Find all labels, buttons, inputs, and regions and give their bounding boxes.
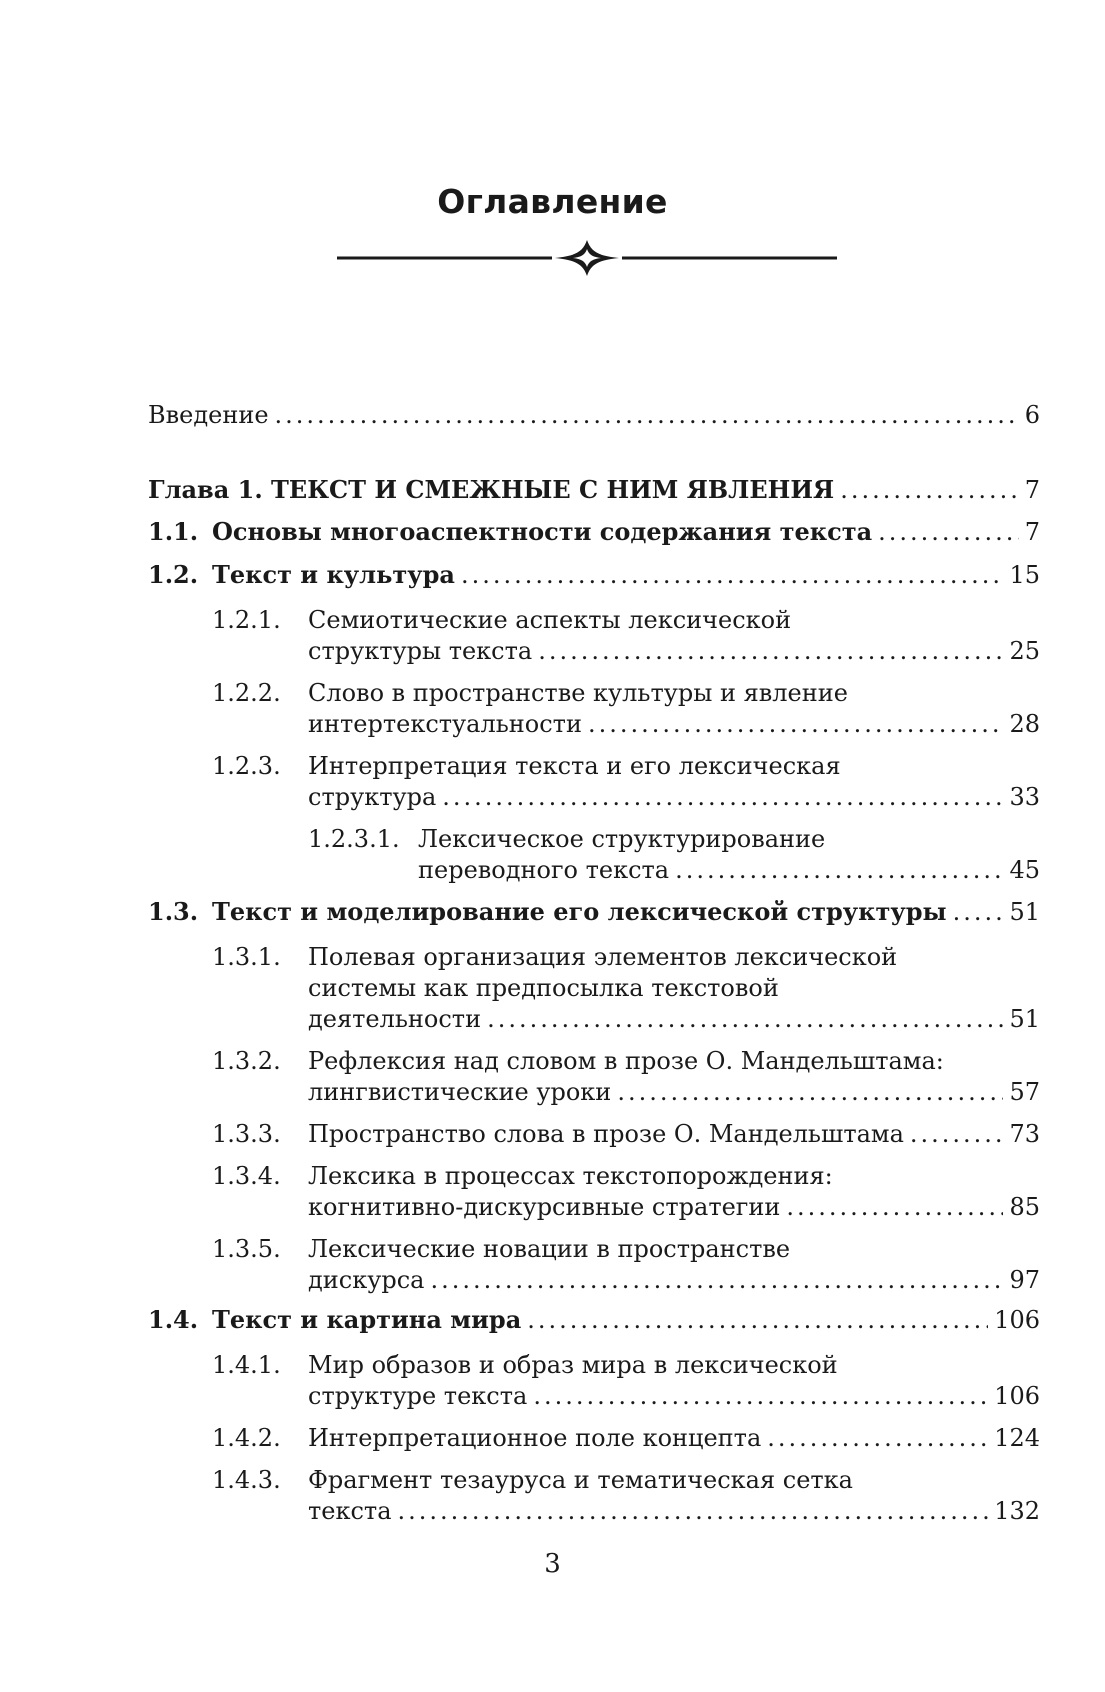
toc-page-number: 106	[994, 1306, 1040, 1334]
toc-page-number: 51	[1009, 1005, 1040, 1033]
dot-leader	[533, 1381, 988, 1411]
toc-section-number: 1.3.4.	[212, 1162, 281, 1190]
toc-section-number: 1.1.	[148, 517, 199, 546]
toc-section-number: 1.4.2.	[212, 1424, 281, 1452]
dot-leader	[538, 636, 1003, 666]
toc-entry-1-2-3-1-cont[interactable]	[418, 855, 1040, 885]
toc-section-number: 1.2.3.	[212, 752, 281, 780]
dot-leader	[878, 517, 1019, 547]
toc-entry-1-2-3-1[interactable]	[308, 824, 825, 854]
toc-entry-title-line: Полевая организация элементов лексической	[308, 943, 898, 971]
toc-entry-1-3-1-cont1[interactable]	[308, 973, 779, 1003]
dot-leader	[442, 782, 1003, 812]
toc-entry-1-2-3[interactable]	[212, 751, 841, 781]
toc-entry-title-line: когнитивно-дискурсивные стратегии	[308, 1193, 781, 1221]
toc-entry-1-4-1-cont[interactable]	[308, 1381, 1040, 1411]
toc-entry-title-line: переводного текста	[418, 856, 670, 884]
dot-leader	[275, 400, 1019, 430]
page-number: 3	[544, 1549, 561, 1579]
toc-section-number: 1.2.3.1.	[308, 825, 400, 853]
dot-leader	[487, 1004, 1003, 1034]
toc-entry-1-4-1[interactable]	[212, 1350, 838, 1380]
toc-entry-title: Введение	[148, 401, 269, 429]
toc-entry-1-3-4-cont[interactable]	[308, 1192, 1040, 1222]
dot-leader	[461, 560, 1004, 590]
dot-leader	[675, 855, 1003, 885]
toc-entry-title: Пространство слова в прозе О. Мандельштама	[308, 1120, 904, 1148]
toc-entry-title-line: Лексика в процессах текстопорождения:	[308, 1162, 833, 1190]
toc-page-number: 28	[1009, 710, 1040, 738]
toc-entry-1-3-4[interactable]	[212, 1161, 833, 1191]
toc-entry-1-3-3[interactable]	[212, 1119, 1040, 1149]
toc-entry-title-line: Рефлексия над словом в прозе О. Мандельштама:	[308, 1047, 944, 1075]
dot-leader	[953, 897, 1004, 927]
toc-page-number: 124	[994, 1424, 1040, 1452]
dot-leader	[527, 1305, 988, 1335]
toc-page-number: 25	[1009, 637, 1040, 665]
toc-section-number: 1.3.1.	[212, 943, 281, 971]
toc-entry-title: Текст и культура	[212, 560, 455, 589]
toc-entry-1-2-2[interactable]	[212, 678, 848, 708]
toc-entry-title-line: Интерпретация текста и его лексическая	[308, 752, 841, 780]
dot-leader	[786, 1192, 1003, 1222]
toc-entry-title-line: Семиотические аспекты лексической	[308, 606, 792, 634]
toc-entry-title: Глава 1. ТЕКСТ И СМЕЖНЫЕ С НИМ ЯВЛЕНИЯ	[148, 475, 835, 504]
toc-entry-1-3-1[interactable]	[212, 942, 897, 972]
toc-section-number: 1.3.3.	[212, 1120, 281, 1148]
dot-leader	[767, 1423, 988, 1453]
toc-page-number: 6	[1024, 401, 1040, 429]
toc-entry-1-3-5-cont[interactable]	[308, 1265, 1040, 1295]
toc-entry-1-3-5[interactable]	[212, 1234, 790, 1264]
toc-entry-1-3-2-cont[interactable]	[308, 1077, 1040, 1107]
toc-section-number: 1.2.	[148, 560, 199, 589]
toc-entry-title-line: структуры текста	[308, 637, 533, 665]
toc-entry-chapter-1[interactable]	[148, 475, 1040, 505]
toc-page-number: 106	[994, 1382, 1040, 1410]
toc-section-number: 1.3.5.	[212, 1235, 281, 1263]
toc-entry-title-line: интертекстуальности	[308, 710, 582, 738]
toc-page-number: 7	[1024, 476, 1040, 504]
toc-page-number: 7	[1024, 518, 1040, 546]
toc-entry-title-line: Фрагмент тезауруса и тематическая сетка	[308, 1466, 853, 1494]
page-title: Оглавление	[437, 182, 668, 221]
toc-section-number: 1.4.1.	[212, 1351, 281, 1379]
toc-entry-1-2-1-cont[interactable]	[308, 636, 1040, 666]
toc-page-number: 85	[1009, 1193, 1040, 1221]
toc-page-number: 97	[1009, 1266, 1040, 1294]
toc-entry-title-line: дискурса	[308, 1266, 425, 1294]
toc-entry-title-line: структуре текста	[308, 1382, 528, 1410]
toc-page-number: 45	[1009, 856, 1040, 884]
toc-entry-1-4-2[interactable]	[212, 1423, 1040, 1453]
toc-entry-1-3[interactable]	[148, 897, 1040, 927]
toc-entry-intro[interactable]	[148, 400, 1040, 430]
toc-entry-1-4-3[interactable]	[212, 1465, 853, 1495]
toc-section-number: 1.3.	[148, 897, 199, 926]
dot-leader	[398, 1496, 989, 1526]
toc-entry-1-2-2-cont[interactable]	[308, 709, 1040, 739]
toc-section-number: 1.4.3.	[212, 1466, 281, 1494]
dot-leader	[588, 709, 1004, 739]
dot-leader	[617, 1077, 1003, 1107]
toc-section-number: 1.2.1.	[212, 606, 281, 634]
toc-entry-title: Основы многоаспектности содержания текста	[212, 517, 873, 546]
toc-entry-1-2-1[interactable]	[212, 605, 791, 635]
toc-section-number: 1.4.	[148, 1305, 199, 1334]
toc-entry-1-1[interactable]	[148, 517, 1040, 547]
toc-page-number: 73	[1009, 1120, 1040, 1148]
toc-entry-1-3-2[interactable]	[212, 1046, 944, 1076]
toc-page-number: 57	[1009, 1078, 1040, 1106]
toc-entry-1-4-3-cont[interactable]	[308, 1496, 1040, 1526]
toc-page-number: 33	[1009, 783, 1040, 811]
dot-leader	[910, 1119, 1004, 1149]
title-ornament	[337, 238, 837, 278]
toc-entry-1-2[interactable]	[148, 560, 1040, 590]
toc-entry-title-line: Мир образов и образ мира в лексической	[308, 1351, 838, 1379]
toc-entry-title-line: деятельности	[308, 1005, 482, 1033]
toc-entry-title-line: Лексические новации в пространстве	[308, 1235, 791, 1263]
dot-leader	[430, 1265, 1003, 1295]
toc-entry-title-line: текста	[308, 1497, 392, 1525]
toc-entry-1-2-3-cont[interactable]	[308, 782, 1040, 812]
toc-entry-title-line: Слово в пространстве культуры и явление	[308, 679, 848, 707]
toc-entry-title-line: структура	[308, 783, 437, 811]
dot-leader	[840, 475, 1019, 505]
toc-entry-title: Интерпретационное поле концепта	[308, 1424, 762, 1452]
toc-entry-title: Текст и картина мира	[212, 1305, 522, 1334]
toc-section-number: 1.3.2.	[212, 1047, 281, 1075]
toc-entry-1-4[interactable]	[148, 1305, 1040, 1335]
toc-entry-title-line: Лексическое структурирование	[418, 825, 826, 853]
toc-entry-title-line: системы как предпосылка текстовой	[308, 974, 779, 1002]
toc-page-number: 15	[1009, 561, 1040, 589]
toc-entry-1-3-1-cont2[interactable]	[308, 1004, 1040, 1034]
toc-entry-title: Текст и моделирование его лексической структуры	[212, 897, 947, 926]
toc-section-number: 1.2.2.	[212, 679, 281, 707]
toc-entry-title-line: лингвистические уроки	[308, 1078, 612, 1106]
toc-page-number: 132	[994, 1497, 1040, 1525]
toc-page-number: 51	[1009, 898, 1040, 926]
